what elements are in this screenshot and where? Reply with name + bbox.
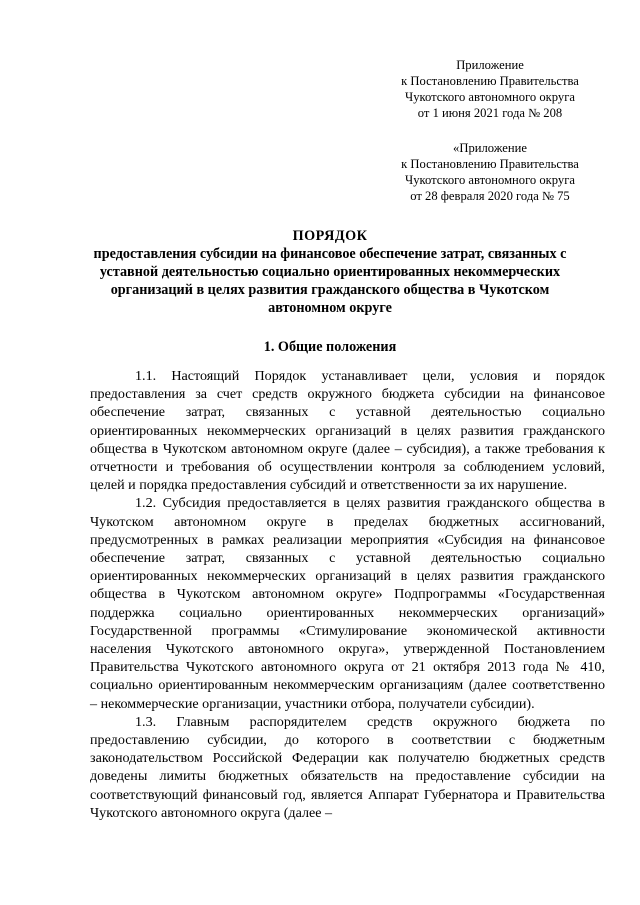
appendix-label: Приложение <box>456 58 524 72</box>
document-body <box>90 367 605 822</box>
section-heading: 1. Общие положения <box>263 339 397 355</box>
paragraph-1-3: 1.3. Главным распорядителем средств окружного бюджета по предоставлению субсидии, до которого в соответствии с бюджетным законодательством Российской Федерации как получателю бюджетных средств доведены лимиты бюджетных обязательств на предоставление субсидии на соответствующий финансовый год, является Аппарат Губернатора и Правительства Чукотского автономного округа (далее – <box>90 713 605 821</box>
subtitle-line: организаций в целях развития гражданского общества в Чукотском <box>110 282 550 298</box>
appendix-region: Чукотского автономного округа <box>405 90 575 104</box>
appendix-resolution: к Постановлению Правительства <box>401 157 579 171</box>
paragraph-1-2: 1.2. Субсидия предоставляется в целях развития гражданского общества в Чукотском автономном округе в пределах бюджетных ассигнований, предусмотренных в рамках реализации мероприятия «Субсидия на финансовое обеспечение затрат, связанных с уставной деятельностью социально ориентированных некоммерческих организаций в целях развития гражданского общества в Чукотском автономном округе» Подпрограммы «Государственная поддержка социально ориентированных некоммерческих организаций» Государственной программы «Стимулирование экономической активности населения Чукотского автономного округа», утвержденной Постановлением Правительства Чукотского автономного округа от 21 октября 2013 года № 410, социально ориентированным некоммерческим организациям (далее соответственно – некоммерческие организации, участники отбора, получатели субсидии). <box>90 495 605 712</box>
appendix-date-number: от 28 февраля 2020 года № 75 <box>410 189 570 203</box>
appendix-region: Чукотского автономного округа <box>405 173 575 187</box>
subtitle-line: уставной деятельностью социально ориентированных некоммерческих <box>99 264 561 280</box>
appendix-block-original <box>370 140 610 204</box>
appendix-resolution: к Постановлению Правительства <box>401 74 579 88</box>
subtitle-line: автономном округе <box>268 300 392 316</box>
appendix-date-number: от 1 июня 2021 года № 208 <box>417 106 563 120</box>
title-subtitle <box>80 245 580 317</box>
document-title <box>80 227 580 317</box>
subtitle-line: предоставления субсидии на финансовое обеспечение затрат, связанных с <box>93 246 567 262</box>
appendix-block-current <box>370 57 610 121</box>
appendix-label: «Приложение <box>453 141 527 155</box>
paragraph-1-1: 1.1. Настоящий Порядок устанавливает цели, условия и порядок предоставления за счет средств окружного бюджета субсидии на финансовое обеспечение затрат, связанных с уставной деятельностью социально ориентированных некоммерческих организаций в целях развития гражданского общества в Чукотском автономном округе (далее – субсидия), а также требования к отчетности и требования об осуществлении контроля за соблюдением условий, целей и порядка предоставления субсидий и ответственности за их нарушение. <box>90 368 605 494</box>
title-heading: ПОРЯДОК <box>292 228 368 244</box>
